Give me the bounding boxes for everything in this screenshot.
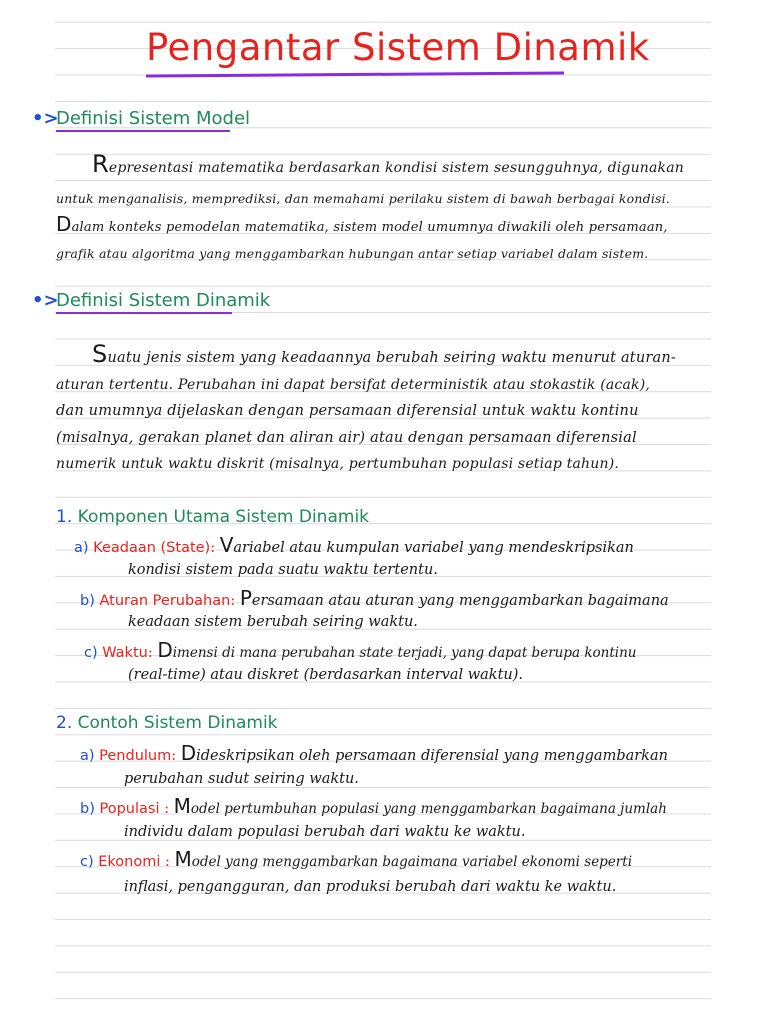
item-marker: b) xyxy=(80,801,95,817)
item-colon: : xyxy=(165,854,170,870)
paragraph-line: aturan tertentu. Perubahan ini dapat bersifat deterministik atau stokastik (acak), xyxy=(56,377,651,393)
right-margin xyxy=(711,0,768,1024)
section-bullet: •> xyxy=(32,290,59,311)
paragraph-line: (misalnya, gerakan planet dan aliran air) atau dengan persamaan diferensial xyxy=(56,430,637,446)
section-heading-text: Komponen Utama Sistem Dinamik xyxy=(77,507,370,527)
item-term: Waktu xyxy=(102,645,148,661)
paragraph-line xyxy=(92,150,684,178)
item-cap: P xyxy=(239,586,252,610)
heading-underline xyxy=(56,130,230,132)
section-number: 1. xyxy=(56,507,73,527)
drop-letter: D xyxy=(56,212,72,236)
list-item xyxy=(80,794,667,818)
list-item-continuation: (real-time) atau diskret (berdasarkan interval waktu). xyxy=(128,667,524,683)
item-colon: : xyxy=(210,540,216,556)
line-text: uatu jenis sistem yang keadaannya berubah seiring waktu menurut aturan- xyxy=(107,350,676,366)
item-text: odel yang menggambarkan bagaimana variabel ekonomi seperti xyxy=(191,854,633,870)
drop-letter: S xyxy=(92,340,108,368)
paragraph-line: grafik atau algoritma yang menggambarkan hubungan antar setiap variabel dalam sistem. xyxy=(56,246,649,261)
section-heading-text: Contoh Sistem Dinamik xyxy=(77,713,278,733)
item-colon: : xyxy=(164,801,169,817)
heading-underline xyxy=(56,312,232,314)
item-cap: V xyxy=(219,533,234,557)
item-cap: D xyxy=(180,741,197,765)
section-heading-definisi-sistem-dinamik: Definisi Sistem Dinamik xyxy=(56,290,271,311)
list-item xyxy=(80,741,668,765)
item-text: ersamaan atau aturan yang menggambarkan bagaimana xyxy=(251,593,669,609)
list-item xyxy=(80,847,632,871)
drop-letter: R xyxy=(92,150,109,178)
item-marker: c) xyxy=(80,854,94,870)
paragraph-line: dan umumnya dijelaskan dengan persamaan diferensial untuk waktu kontinu xyxy=(56,403,639,419)
item-cap: M xyxy=(173,794,191,818)
list-item-continuation: individu dalam populasi berubah dari waktu ke waktu. xyxy=(124,824,526,840)
section-number: 2. xyxy=(56,713,73,733)
line-text: epresentasi matematika berdasarkan kondisi sistem sesungguhnya, digunakan xyxy=(108,160,685,176)
list-item-continuation: inflasi, pengangguran, dan produksi berubah dari waktu ke waktu. xyxy=(124,879,617,895)
item-marker: a) xyxy=(74,540,89,556)
item-term: Ekonomi xyxy=(98,854,161,870)
item-marker: b) xyxy=(80,593,95,609)
line-text: alam konteks pemodelan matematika, sistem model umumnya diwakili oleh persamaan, xyxy=(71,220,668,235)
item-term: Keadaan (State) xyxy=(93,540,211,556)
list-item xyxy=(74,533,634,557)
item-marker: a) xyxy=(80,748,95,764)
item-colon: : xyxy=(230,593,236,609)
item-colon: : xyxy=(171,748,177,764)
section-heading-komponen-utama xyxy=(56,507,369,527)
item-term: Pendulum xyxy=(99,748,172,764)
list-item-continuation: kondisi sistem pada suatu waktu tertentu. xyxy=(128,562,438,578)
item-text: ariabel atau kumpulan variabel yang mendeskripsikan xyxy=(233,540,634,556)
item-term: Aturan Perubahan xyxy=(99,593,231,609)
section-heading-contoh-sistem xyxy=(56,713,278,733)
list-item-continuation: keadaan sistem berubah seiring waktu. xyxy=(128,614,418,630)
section-bullet: •> xyxy=(32,108,59,129)
item-cap: D xyxy=(157,638,173,662)
paragraph-line xyxy=(56,212,668,236)
page-title: Pengantar Sistem Dinamik xyxy=(146,26,650,69)
item-term: Populasi xyxy=(99,801,160,817)
item-colon: : xyxy=(147,645,153,661)
item-marker: c) xyxy=(84,645,98,661)
left-margin xyxy=(0,0,55,1024)
paragraph-line: numerik untuk waktu diskrit (misalnya, pertumbuhan populasi setiap tahun). xyxy=(56,456,620,472)
item-text: ideskripsikan oleh persamaan diferensial yang menggambarkan xyxy=(196,748,668,764)
item-text: odel pertumbuhan populasi yang menggambarkan bagaimana jumlah xyxy=(190,801,667,817)
list-item xyxy=(84,638,636,662)
list-item-continuation: perubahan sudut seiring waktu. xyxy=(124,771,359,787)
paragraph-line: untuk menganalisis, memprediksi, dan memahami perilaku sistem di bawah berbagai kondisi. xyxy=(56,191,671,206)
section-heading-definisi-sistem-model: Definisi Sistem Model xyxy=(56,108,251,129)
item-text: imensi di mana perubahan state terjadi, yang dapat berupa kontinu xyxy=(172,645,637,661)
paragraph-line xyxy=(92,340,676,368)
list-item xyxy=(80,586,669,610)
item-cap: M xyxy=(174,847,192,871)
